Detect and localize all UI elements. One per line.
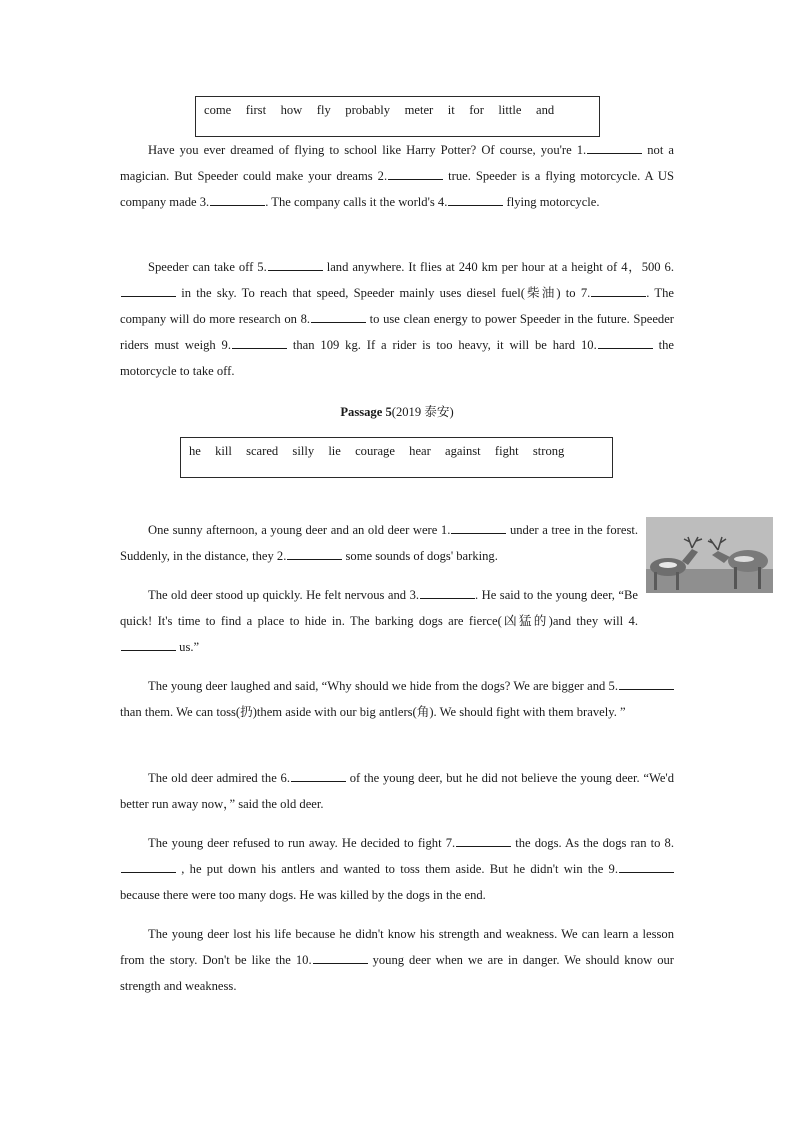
word-box-passage4 — [195, 96, 600, 137]
answer-blank[interactable] — [619, 677, 674, 690]
word-option: fly — [316, 103, 331, 117]
answer-blank[interactable] — [313, 951, 368, 964]
passage5-paragraph-6: The young deer lost his life because he didn't know his strength and weakness. We can learn a lesson from the story. Don't be like the 10. young deer when we are in danger. We should know our strength and weakness. — [120, 927, 674, 993]
word-option: strong — [532, 444, 565, 458]
answer-blank[interactable] — [448, 193, 503, 206]
word-option: how — [280, 103, 303, 117]
answer-blank[interactable] — [587, 141, 642, 154]
word-option: lie — [328, 444, 341, 458]
passage5-paragraph-3: The young deer laughed and said, “Why should we hide from the dogs? We are bigger and 5. than them. We can toss(扔)them aside with our big antlers(角). We should fight with them bravely. ” — [120, 673, 674, 725]
answer-blank[interactable] — [287, 547, 342, 560]
answer-blank[interactable] — [619, 860, 674, 873]
answer-blank[interactable] — [268, 258, 323, 271]
answer-blank[interactable] — [311, 310, 366, 323]
word-option: he — [189, 444, 201, 458]
answer-blank[interactable] — [210, 193, 265, 206]
passage5-paragraph-2: The old deer stood up quickly. He felt nervous and 3. . He said to the young deer, “Be quick! It's time to find a place to hide in. The barking dogs are fierce(凶猛的)and they will 4. us.” — [120, 588, 638, 654]
answer-blank[interactable] — [420, 586, 475, 599]
deer-illustration-icon — [646, 517, 773, 593]
word-option: first — [245, 103, 267, 117]
word-option: and — [536, 103, 555, 117]
answer-blank[interactable] — [598, 336, 653, 349]
deer-photo — [646, 517, 773, 593]
word-option: courage — [355, 444, 395, 458]
word-option: for — [469, 103, 484, 117]
answer-blank[interactable] — [232, 336, 287, 349]
passage4-paragraph-2: Speeder can take off 5. land anywhere. It flies at 240 km per hour at a height of 4，500 6. in the sky. To reach that speed, Speeder mainly uses diesel fuel(柴油) to 7. . The company will do more research on 8. to use clean energy to power Speeder in the future. Speeder riders must weigh 9. than 109 kg. If a rider is too heavy, it will be hard 10. the motorcycle to take off. — [120, 260, 674, 378]
answer-blank[interactable] — [456, 834, 511, 847]
word-option: it — [447, 103, 455, 117]
word-option: probably — [345, 103, 391, 117]
word-option: little — [498, 103, 522, 117]
answer-blank[interactable] — [451, 521, 506, 534]
word-option: against — [445, 444, 481, 458]
word-option: meter — [404, 103, 434, 117]
answer-blank[interactable] — [591, 284, 646, 297]
answer-blank[interactable] — [388, 167, 443, 180]
word-option: come — [204, 103, 232, 117]
word-option: scared — [246, 444, 279, 458]
answer-blank[interactable] — [121, 860, 176, 873]
passage5-paragraph-5: The young deer refused to run away. He decided to fight 7. the dogs. As the dogs ran to 8. , he put down his antlers and wanted to toss them aside. But he didn't win the 9. because there were too many dogs. He was killed by the dogs in the end. — [120, 836, 674, 902]
passage4-paragraph-1: Have you ever dreamed of flying to school like Harry Potter? Of course, you're 1. not a magician. But Speeder could make your dreams 2. true. Speeder is a flying motorcycle. A US company made 3. . The company calls it the world's 4. flying motorcycle. — [120, 143, 675, 209]
passage5-paragraph-4: The old deer admired the 6. of the young deer, but he did not believe the young deer. “We'd better run away now，” said the old deer. — [120, 771, 674, 811]
word-box-passage5 — [180, 437, 613, 478]
word-option: fight — [494, 444, 519, 458]
answer-blank[interactable] — [121, 284, 176, 297]
word-option: silly — [292, 444, 315, 458]
answer-blank[interactable] — [121, 638, 176, 651]
word-option: kill — [215, 444, 232, 458]
word-option: hear — [409, 444, 431, 458]
passage5-paragraph-1: One sunny afternoon, a young deer and an old deer were 1. under a tree in the forest. Suddenly, in the distance, they 2. some sounds of dogs' barking. — [120, 523, 638, 563]
passage-title: Passage 5(2019 泰安) — [340, 405, 454, 419]
answer-blank[interactable] — [291, 769, 346, 782]
